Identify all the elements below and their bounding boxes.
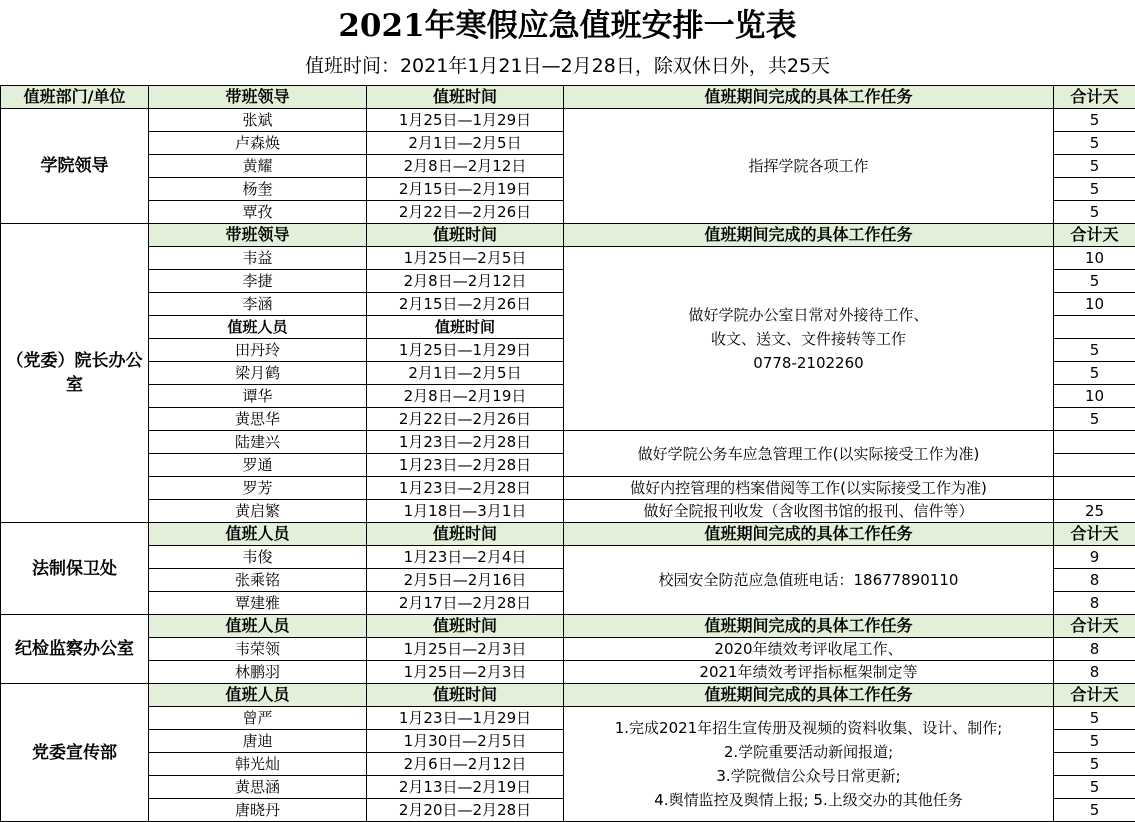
duty-table: [0, 85, 1135, 822]
header-leader: 带班领导: [149, 224, 367, 247]
name-cell: 唐晓丹: [149, 799, 367, 822]
header-time: 值班时间: [367, 523, 564, 546]
time-cell: 1月30日—2月5日: [367, 730, 564, 753]
section-header-row: [1, 224, 1135, 247]
time-cell: 1月25日—1月29日: [367, 109, 564, 132]
dept-cell: 法制保卫处: [1, 523, 149, 615]
name-cell: 李涵: [149, 293, 367, 316]
time-cell: 1月25日—2月3日: [367, 638, 564, 661]
header-staff: 值班人员: [149, 523, 367, 546]
dept-cell: 学院领导: [1, 109, 149, 224]
header-total: 合计天: [1054, 615, 1135, 638]
days-cell: 5: [1054, 339, 1135, 362]
name-cell: 林鹏羽: [149, 661, 367, 684]
header-time: 值班时间: [367, 86, 564, 109]
task-cell: 做好全院报刊收发（含收图书馆的报刊、信件等）: [564, 500, 1054, 523]
name-cell: 覃孜: [149, 201, 367, 224]
time-cell: 1月23日—2月28日: [367, 431, 564, 454]
time-cell: 2月1日—2月5日: [367, 132, 564, 155]
days-cell: 10: [1054, 247, 1135, 270]
header-time: 值班时间: [367, 615, 564, 638]
days-cell: [1054, 431, 1135, 454]
task-cell: 做好学院公务车应急管理工作(以实际接受工作为准): [564, 431, 1054, 477]
name-cell: 黄思涵: [149, 776, 367, 799]
days-cell: 5: [1054, 408, 1135, 431]
name-cell: 黄启繁: [149, 500, 367, 523]
name-cell: 黄思华: [149, 408, 367, 431]
days-cell: 5: [1054, 362, 1135, 385]
task-line: 0778-2102260: [564, 351, 1053, 375]
days-cell: 8: [1054, 661, 1135, 684]
days-cell: 5: [1054, 753, 1135, 776]
days-cell: 8: [1054, 569, 1135, 592]
name-cell: 韦俊: [149, 546, 367, 569]
name-cell: 张斌: [149, 109, 367, 132]
table-row: [1, 500, 1135, 523]
name-cell: 田丹玲: [149, 339, 367, 362]
section-header-row: [1, 615, 1135, 638]
header-staff: 值班人员: [149, 316, 367, 339]
page-title: 2021年寒假应急值班安排一览表: [0, 0, 1135, 50]
task-line: 4.舆情监控及舆情上报; 5.上级交办的其他任务: [564, 788, 1053, 812]
task-line: 2.学院重要活动新闻报道;: [564, 740, 1053, 764]
time-cell: 1月18日—3月1日: [367, 500, 564, 523]
time-cell: 2月8日—2月19日: [367, 385, 564, 408]
header-total: 合计天: [1054, 224, 1135, 247]
header-task: 值班期间完成的具体工作任务: [564, 615, 1054, 638]
name-cell: 黄耀: [149, 155, 367, 178]
days-cell: 25: [1054, 500, 1135, 523]
time-cell: 2月1日—2月5日: [367, 362, 564, 385]
header-task: 值班期间完成的具体工作任务: [564, 86, 1054, 109]
dept-cell: （党委）院长办公室: [1, 224, 149, 523]
time-cell: 1月25日—2月5日: [367, 247, 564, 270]
name-cell: 韦益: [149, 247, 367, 270]
time-cell: 1月25日—2月3日: [367, 661, 564, 684]
task-line: 3.学院微信公众号日常更新;: [564, 764, 1053, 788]
header-task: 值班期间完成的具体工作任务: [564, 523, 1054, 546]
time-cell: 2月5日—2月16日: [367, 569, 564, 592]
table-row: [1, 638, 1135, 661]
name-cell: 韩光灿: [149, 753, 367, 776]
days-cell: 9: [1054, 546, 1135, 569]
header-total: 合计天: [1054, 684, 1135, 707]
days-cell: 5: [1054, 178, 1135, 201]
table-row: [1, 109, 1135, 132]
time-cell: 2月8日—2月12日: [367, 155, 564, 178]
table-row: [1, 661, 1135, 684]
task-line: 收文、送文、文件接转等工作: [564, 327, 1053, 351]
table-row: [1, 477, 1135, 500]
days-cell: [1054, 477, 1135, 500]
time-cell: 1月23日—2月28日: [367, 477, 564, 500]
time-cell: 1月23日—2月4日: [367, 546, 564, 569]
table-row: [1, 431, 1135, 454]
header-time: 值班时间: [367, 224, 564, 247]
name-cell: 张乘铭: [149, 569, 367, 592]
header-total: 合计天: [1054, 523, 1135, 546]
days-cell: 5: [1054, 109, 1135, 132]
table-row: [1, 247, 1135, 270]
table-row: [1, 707, 1135, 730]
task-line: 1.完成2021年招生宣传册及视频的资料收集、设计、制作;: [564, 716, 1053, 740]
days-cell: [1054, 454, 1135, 477]
task-cell: 指挥学院各项工作: [564, 109, 1054, 224]
time-cell: 2月15日—2月26日: [367, 293, 564, 316]
name-cell: 卢森焕: [149, 132, 367, 155]
time-cell: 1月23日—1月29日: [367, 707, 564, 730]
task-line: 做好学院办公室日常对外接待工作、: [564, 303, 1053, 327]
name-cell: 覃建雅: [149, 592, 367, 615]
days-cell: 5: [1054, 270, 1135, 293]
task-cell: 2020年绩效考评收尾工作、: [564, 638, 1054, 661]
header-leader: 带班领导: [149, 86, 367, 109]
time-cell: 2月13日—2月19日: [367, 776, 564, 799]
time-cell: 1月25日—1月29日: [367, 339, 564, 362]
days-cell: [1054, 316, 1135, 339]
time-cell: 2月8日—2月12日: [367, 270, 564, 293]
task-cell: 做好内控管理的档案借阅等工作(以实际接受工作为准): [564, 477, 1054, 500]
header-dept: 值班部门/单位: [1, 86, 149, 109]
name-cell: 陆建兴: [149, 431, 367, 454]
table-header-row: [1, 86, 1135, 109]
page-subtitle: 值班时间：2021年1月21日—2月28日，除双休日外，共25天: [0, 50, 1135, 84]
dept-cell: 纪检监察办公室: [1, 615, 149, 684]
name-cell: 唐迪: [149, 730, 367, 753]
table-row: [1, 546, 1135, 569]
section-header-row: [1, 684, 1135, 707]
section-header-row: [1, 523, 1135, 546]
header-time: 值班时间: [367, 316, 564, 339]
days-cell: 5: [1054, 707, 1135, 730]
name-cell: 谭华: [149, 385, 367, 408]
name-cell: 曾严: [149, 707, 367, 730]
days-cell: 5: [1054, 155, 1135, 178]
header-task: 值班期间完成的具体工作任务: [564, 684, 1054, 707]
name-cell: 杨奎: [149, 178, 367, 201]
days-cell: 10: [1054, 385, 1135, 408]
time-cell: 2月22日—2月26日: [367, 201, 564, 224]
header-staff: 值班人员: [149, 684, 367, 707]
name-cell: 罗芳: [149, 477, 367, 500]
days-cell: 5: [1054, 799, 1135, 822]
header-staff: 值班人员: [149, 615, 367, 638]
time-cell: 1月23日—2月28日: [367, 454, 564, 477]
header-task: 值班期间完成的具体工作任务: [564, 224, 1054, 247]
days-cell: 8: [1054, 592, 1135, 615]
name-cell: 梁月鹤: [149, 362, 367, 385]
name-cell: 韦荣领: [149, 638, 367, 661]
days-cell: 5: [1054, 132, 1135, 155]
time-cell: 2月17日—2月28日: [367, 592, 564, 615]
days-cell: 5: [1054, 776, 1135, 799]
dept-cell: 党委宣传部: [1, 684, 149, 822]
time-cell: 2月22日—2月26日: [367, 408, 564, 431]
time-cell: 2月20日—2月28日: [367, 799, 564, 822]
task-cell: [564, 247, 1054, 431]
task-cell: [564, 707, 1054, 822]
days-cell: 8: [1054, 638, 1135, 661]
name-cell: 李捷: [149, 270, 367, 293]
days-cell: 5: [1054, 201, 1135, 224]
days-cell: 10: [1054, 293, 1135, 316]
task-cell: 2021年绩效考评指标框架制定等: [564, 661, 1054, 684]
task-cell: 校园安全防范应急值班电话：18677890110: [564, 546, 1054, 615]
time-cell: 2月6日—2月12日: [367, 753, 564, 776]
days-cell: 5: [1054, 730, 1135, 753]
name-cell: 罗通: [149, 454, 367, 477]
time-cell: 2月15日—2月19日: [367, 178, 564, 201]
header-total: 合计天: [1054, 86, 1135, 109]
header-time: 值班时间: [367, 684, 564, 707]
